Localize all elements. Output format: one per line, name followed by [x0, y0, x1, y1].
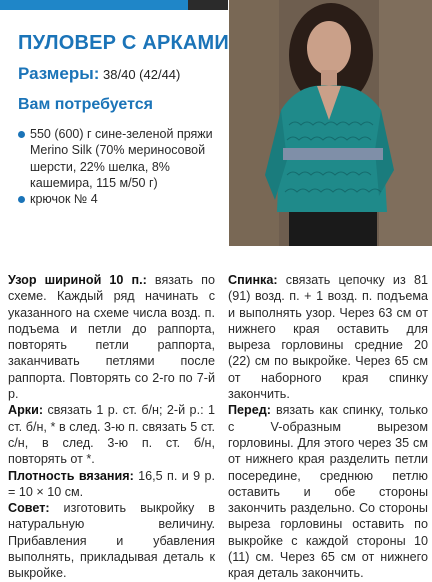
- materials-list: [18, 126, 218, 207]
- instruction-lead: Узор шириной 10 п.:: [8, 273, 147, 287]
- instruction-text: связать цепочку из 81 (91) возд. п. + 1 возд. п. подъема и выполнять узор. Через 63 см от нижнего края оставить для выреза горловины средние 20 (22) см по выкройке. Через 65 см от наборного края спинку закончить.: [228, 273, 428, 402]
- bullet-icon: [18, 131, 25, 138]
- instruction-lead: Перед:: [228, 403, 271, 418]
- sizes-label: Размеры:: [18, 64, 100, 83]
- model-photo: [229, 0, 432, 246]
- instructions-right-column: [228, 272, 428, 582]
- instruction-back: [228, 272, 428, 402]
- bullet-icon: [18, 196, 25, 203]
- instruction-text: 16,5 п. и 9 р. = 10 × 10 см.: [8, 468, 215, 499]
- instruction-lead: Спинка:: [228, 273, 278, 287]
- model-neck: [321, 70, 337, 88]
- materials-item-yarn: [18, 126, 218, 191]
- model-belt: [283, 148, 383, 160]
- header-strip-accent: [188, 0, 228, 10]
- sizes-line: [18, 64, 180, 84]
- instructions-left-column: [8, 272, 215, 582]
- instruction-text: изготовить выкройку в натуральную величину. Прибавления и убавления выполнять, прикладывая деталь к выкройке.: [8, 501, 215, 581]
- instruction-gauge: [8, 468, 215, 501]
- instruction-text: вязать по схеме. Каждый ряд начинать с указанного на схеме числа возд. п. подъема и петли до раппорта, повторять петли раппорта, заканчивать петлями после раппорта. Повторять со 2-го по 7-й р.: [8, 273, 215, 402]
- instruction-advice: [8, 500, 215, 581]
- instruction-text: вязать как спинку, только с V-образным вырезом горловины. Для этого через 35 см от нижнего края разделить петли посередине, среднюю петлю оставить и обе стороны закончить раздельно. Со стороны выреза горловины оставить по выкройке с каждой стороны 10 (11) см. Через 65 см от нижнего края деталь закончить.: [228, 403, 428, 581]
- instruction-text: связать 1 р. ст. б/н; 2-й р.: 1 ст. б/н, * в след. 3-ю п. связать 5 ст. с/н, в след. 3-ю п. ст. б/н, повторять от *.: [8, 403, 215, 467]
- materials-heading: Вам потребуется: [18, 96, 153, 113]
- photo-wall-left: [229, 0, 279, 246]
- model-photo-illustration: [229, 0, 432, 246]
- photo-wall-right: [379, 0, 432, 246]
- instruction-lead: Арки:: [8, 403, 44, 418]
- instruction-front: [228, 402, 428, 581]
- materials-item-text: крючок № 4: [30, 192, 98, 207]
- sizes-value: 38/40 (42/44): [103, 67, 181, 82]
- materials-item-text: 550 (600) г сине-зеленой пряжи Merino Silk (70% мериносовой шерсти, 22% шелка, 8% кашемира, 115 м/50 г): [30, 127, 213, 190]
- instruction-pattern: [8, 272, 215, 402]
- pattern-title: ПУЛОВЕР С АРКАМИ: [18, 32, 229, 54]
- instruction-arches: [8, 402, 215, 467]
- instruction-lead: Плотность вязания:: [8, 468, 134, 483]
- instruction-lead: Совет:: [8, 501, 50, 516]
- model-face: [307, 21, 351, 75]
- model-skirt: [289, 212, 377, 246]
- materials-item-hook: [18, 191, 218, 207]
